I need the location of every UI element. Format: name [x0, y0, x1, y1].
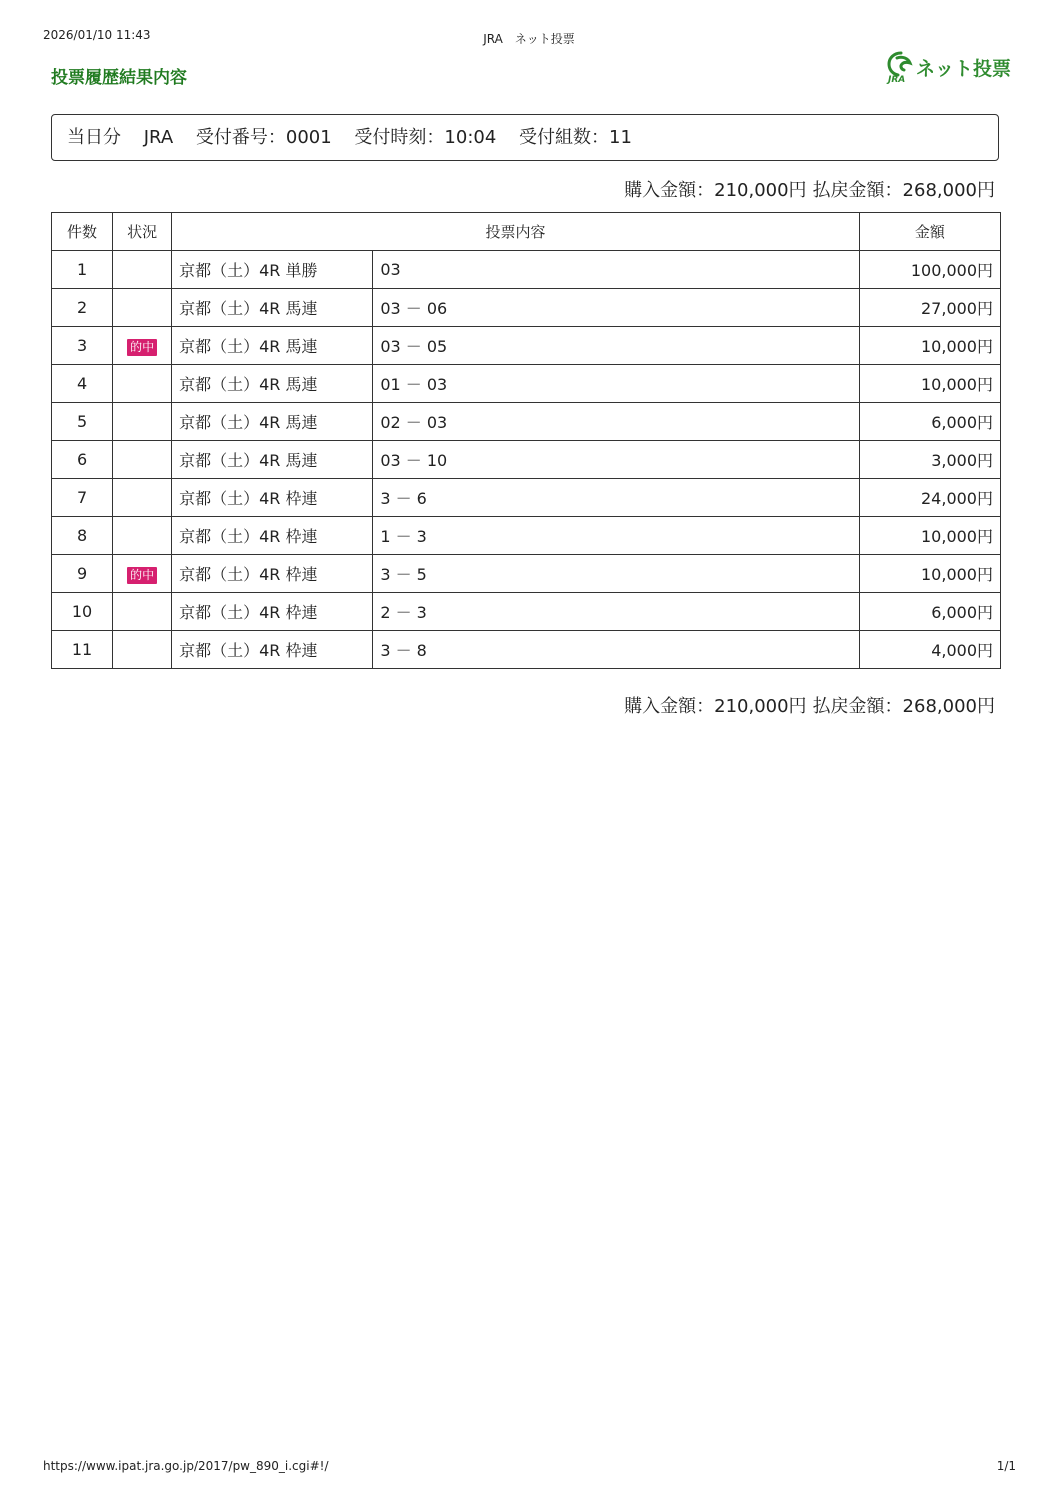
row-status — [113, 327, 172, 365]
row-amount: 10,000円 — [859, 555, 1000, 593]
row-amount: 24,000円 — [859, 479, 1000, 517]
jra-net-vote-logo — [886, 50, 1016, 90]
row-status — [113, 441, 172, 479]
table-row — [52, 479, 1001, 517]
row-status — [113, 555, 172, 593]
row-status — [113, 289, 172, 327]
row-status — [113, 251, 172, 289]
row-combination: 02 － 03 — [373, 403, 860, 441]
row-amount: 4,000円 — [859, 631, 1000, 669]
header-status: 状況 — [113, 213, 172, 251]
row-combination: 3 － 5 — [373, 555, 860, 593]
row-race: 京都（土）4R 馬連 — [172, 289, 373, 327]
row-number: 7 — [52, 479, 113, 517]
payout-total: 払戻金額：268,000円 — [812, 696, 995, 717]
row-race: 京都（土）4R 馬連 — [172, 441, 373, 479]
receipt-time: 受付時刻：10:04 — [354, 127, 497, 148]
row-status — [113, 517, 172, 555]
receipt-count: 受付組数：11 — [519, 127, 632, 148]
row-status — [113, 365, 172, 403]
table-row — [52, 365, 1001, 403]
table-row — [52, 555, 1001, 593]
print-header-title: JRA ネット投票 — [483, 32, 575, 46]
header-no: 件数 — [52, 213, 113, 251]
row-race: 京都（土）4R 枠連 — [172, 479, 373, 517]
row-number: 3 — [52, 327, 113, 365]
row-combination: 03 － 06 — [373, 289, 860, 327]
row-combination: 03 － 05 — [373, 327, 860, 365]
bet-rows — [52, 251, 1001, 669]
receipt-number: 受付番号：0001 — [195, 127, 332, 148]
row-combination: 03 — [373, 251, 860, 289]
row-amount: 10,000円 — [859, 365, 1000, 403]
row-combination: 3 － 8 — [373, 631, 860, 669]
hit-badge: 的中 — [127, 339, 157, 356]
row-number: 11 — [52, 631, 113, 669]
row-combination: 01 － 03 — [373, 365, 860, 403]
row-amount: 10,000円 — [859, 327, 1000, 365]
row-combination: 2 － 3 — [373, 593, 860, 631]
table-row — [52, 251, 1001, 289]
row-number: 6 — [52, 441, 113, 479]
row-number: 10 — [52, 593, 113, 631]
row-amount: 6,000円 — [859, 593, 1000, 631]
row-race: 京都（土）4R 単勝 — [172, 251, 373, 289]
row-race: 京都（土）4R 枠連 — [172, 555, 373, 593]
table-header-row — [52, 213, 1001, 251]
header-content: 投票内容 — [172, 213, 860, 251]
row-amount: 27,000円 — [859, 289, 1000, 327]
row-number: 8 — [52, 517, 113, 555]
footer-url: https://www.ipat.jra.go.jp/2017/pw_890_i.cgi#!/ — [43, 1459, 329, 1473]
receipt-day: 当日分 — [67, 127, 121, 148]
row-amount: 6,000円 — [859, 403, 1000, 441]
table-row — [52, 441, 1001, 479]
row-status — [113, 593, 172, 631]
row-status — [113, 479, 172, 517]
purchase-total: 購入金額：210,000円 — [624, 696, 807, 717]
page-title: 投票履歴結果内容 — [51, 68, 187, 88]
bet-table — [51, 212, 1001, 669]
table-row — [52, 403, 1001, 441]
logo-jra-text: JRA — [888, 75, 906, 85]
row-race: 京都（土）4R 馬連 — [172, 403, 373, 441]
row-combination: 03 － 10 — [373, 441, 860, 479]
payout-total: 払戻金額：268,000円 — [812, 180, 995, 201]
table-row — [52, 631, 1001, 669]
hit-badge: 的中 — [127, 567, 157, 584]
row-amount: 3,000円 — [859, 441, 1000, 479]
row-amount: 10,000円 — [859, 517, 1000, 555]
summary-bottom — [624, 692, 995, 718]
row-status — [113, 403, 172, 441]
footer-page-number: 1/1 — [996, 1459, 1016, 1473]
row-number: 9 — [52, 555, 113, 593]
receipt-org: JRA — [143, 127, 174, 148]
row-number: 2 — [52, 289, 113, 327]
row-race: 京都（土）4R 馬連 — [172, 327, 373, 365]
logo-text: ネット投票 — [916, 58, 1012, 80]
table-row — [52, 593, 1001, 631]
table-row — [52, 517, 1001, 555]
row-number: 4 — [52, 365, 113, 403]
row-race: 京都（土）4R 馬連 — [172, 365, 373, 403]
row-combination: 1 － 3 — [373, 517, 860, 555]
row-status — [113, 631, 172, 669]
row-race: 京都（土）4R 枠連 — [172, 517, 373, 555]
row-race: 京都（土）4R 枠連 — [172, 593, 373, 631]
table-row — [52, 289, 1001, 327]
row-number: 1 — [52, 251, 113, 289]
row-number: 5 — [52, 403, 113, 441]
row-amount: 100,000円 — [859, 251, 1000, 289]
table-row — [52, 327, 1001, 365]
print-datetime: 2026/01/10 11:43 — [43, 28, 151, 42]
summary-top — [624, 176, 995, 202]
row-race: 京都（土）4R 枠連 — [172, 631, 373, 669]
receipt-info-box — [51, 114, 999, 161]
row-combination: 3 － 6 — [373, 479, 860, 517]
header-amount: 金額 — [859, 213, 1000, 251]
purchase-total: 購入金額：210,000円 — [624, 180, 807, 201]
